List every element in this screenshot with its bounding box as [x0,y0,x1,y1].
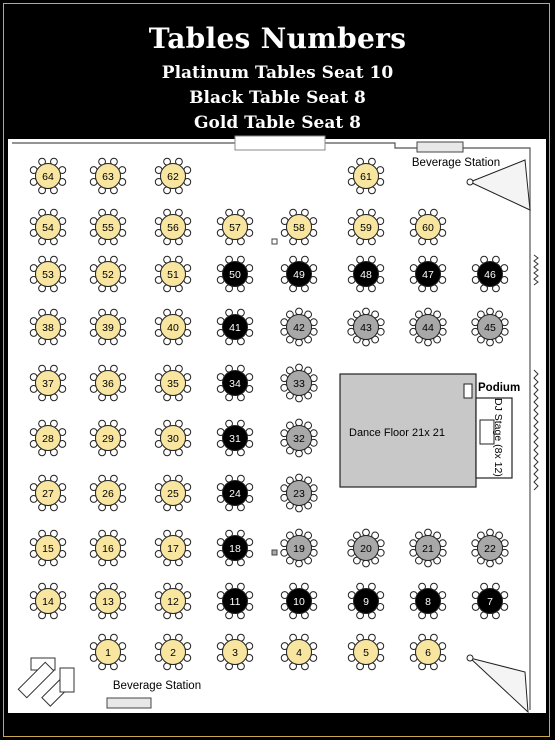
table-number: 31 [229,432,241,445]
table-number: 7 [487,595,493,608]
table-number: 41 [229,321,241,334]
chair [296,419,303,426]
chair [487,308,494,315]
table-number: 17 [167,542,179,555]
table-number: 25 [167,487,179,500]
table-44 [410,308,446,346]
chair [296,505,303,512]
chair [296,339,303,346]
chair [363,529,370,536]
table-number: 53 [42,268,54,281]
table-number: 1 [105,646,111,659]
table-number: 50 [229,268,241,281]
table-23 [281,474,317,512]
chair [296,450,303,457]
table-33 [281,364,317,402]
table-number: 34 [229,377,241,390]
chair [296,529,303,536]
table-number: 56 [167,221,179,234]
chair [487,339,494,346]
chair [425,560,432,567]
table-number: 63 [102,170,114,183]
table-number: 33 [293,377,305,390]
table-number: 37 [42,377,54,390]
table-22 [472,529,508,567]
table-number: 58 [293,221,305,234]
chair [296,474,303,481]
table-number: 19 [293,542,305,555]
table-number: 28 [42,432,54,445]
dance-floor-label: Dance Floor 21x 21 [349,427,445,439]
table-20 [348,529,384,567]
chair [363,560,370,567]
chair [425,308,432,315]
table-number: 3 [232,646,238,659]
table-number: 46 [484,268,496,281]
table-number: 27 [42,487,54,500]
table-number: 43 [360,321,372,334]
chair [363,339,370,346]
beverage-station-bottom-label: Beverage Station [112,680,202,692]
table-number: 52 [102,268,114,281]
chair [487,529,494,536]
table-number: 5 [363,646,369,659]
table-number: 47 [422,268,434,281]
table-number: 60 [422,221,434,234]
table-number: 26 [102,487,114,500]
chair [296,364,303,371]
table-number: 9 [363,595,369,608]
table-number: 20 [360,542,372,555]
table-number: 51 [167,268,179,281]
podium-box [464,384,472,398]
table-number: 61 [360,170,372,183]
table-number: 32 [293,432,305,445]
table-19 [281,529,317,567]
subtitle-gold: Gold Table Seat 8 [194,113,361,133]
chair [487,560,494,567]
table-number: 45 [484,321,496,334]
table-number: 18 [229,542,241,555]
table-number: 39 [102,321,114,334]
table-number: 23 [293,487,305,500]
table-number: 64 [42,170,54,183]
chair [425,339,432,346]
table-number: 13 [102,595,114,608]
top-entrance [235,136,325,150]
table-number: 11 [229,595,241,608]
table-number: 49 [293,268,305,281]
chair [296,395,303,402]
table-21 [410,529,446,567]
table-number: 8 [425,595,431,608]
table-number: 14 [42,595,54,608]
podium-label: Podium [478,382,521,394]
dj-table [480,420,494,444]
table-number: 15 [42,542,54,555]
chair [296,308,303,315]
table-number: 42 [293,321,305,334]
table-number: 36 [102,377,114,390]
subtitle-black: Black Table Seat 8 [189,88,366,108]
table-number: 30 [167,432,179,445]
table-number: 22 [484,542,496,555]
table-number: 48 [360,268,372,281]
marker-small-2 [272,550,277,555]
table-42 [281,308,317,346]
table-number: 4 [296,646,302,659]
table-number: 29 [102,432,114,445]
table-number: 24 [229,487,241,500]
dj-stage-label: DJ Stage (8x 12) [492,398,504,477]
table-32 [281,419,317,457]
table-number: 35 [167,377,179,390]
table-number: 10 [293,595,305,608]
chair [425,529,432,536]
beverage-station-bottom-counter [107,698,151,708]
table-number: 38 [42,321,54,334]
table-number: 16 [102,542,114,555]
page-title: Tables Numbers [148,22,407,55]
marker-small-1 [272,239,277,244]
table-43 [348,308,384,346]
table-number: 59 [360,221,372,234]
table-number: 57 [229,221,241,234]
table-number: 2 [170,646,176,659]
table-number: 44 [422,321,434,334]
table-number: 40 [167,321,179,334]
beverage-station-top-label: Beverage Station [411,157,501,169]
table-45 [472,308,508,346]
table-number: 6 [425,646,431,659]
chair [296,560,303,567]
subtitle-platinum: Platinum Tables Seat 10 [161,63,394,83]
table-number: 21 [422,542,434,555]
table-number: 62 [167,170,179,183]
beverage-station-top-counter [417,142,463,152]
table-number: 12 [167,595,179,608]
table-number: 55 [102,221,114,234]
table-number: 54 [42,221,54,234]
chair [363,308,370,315]
